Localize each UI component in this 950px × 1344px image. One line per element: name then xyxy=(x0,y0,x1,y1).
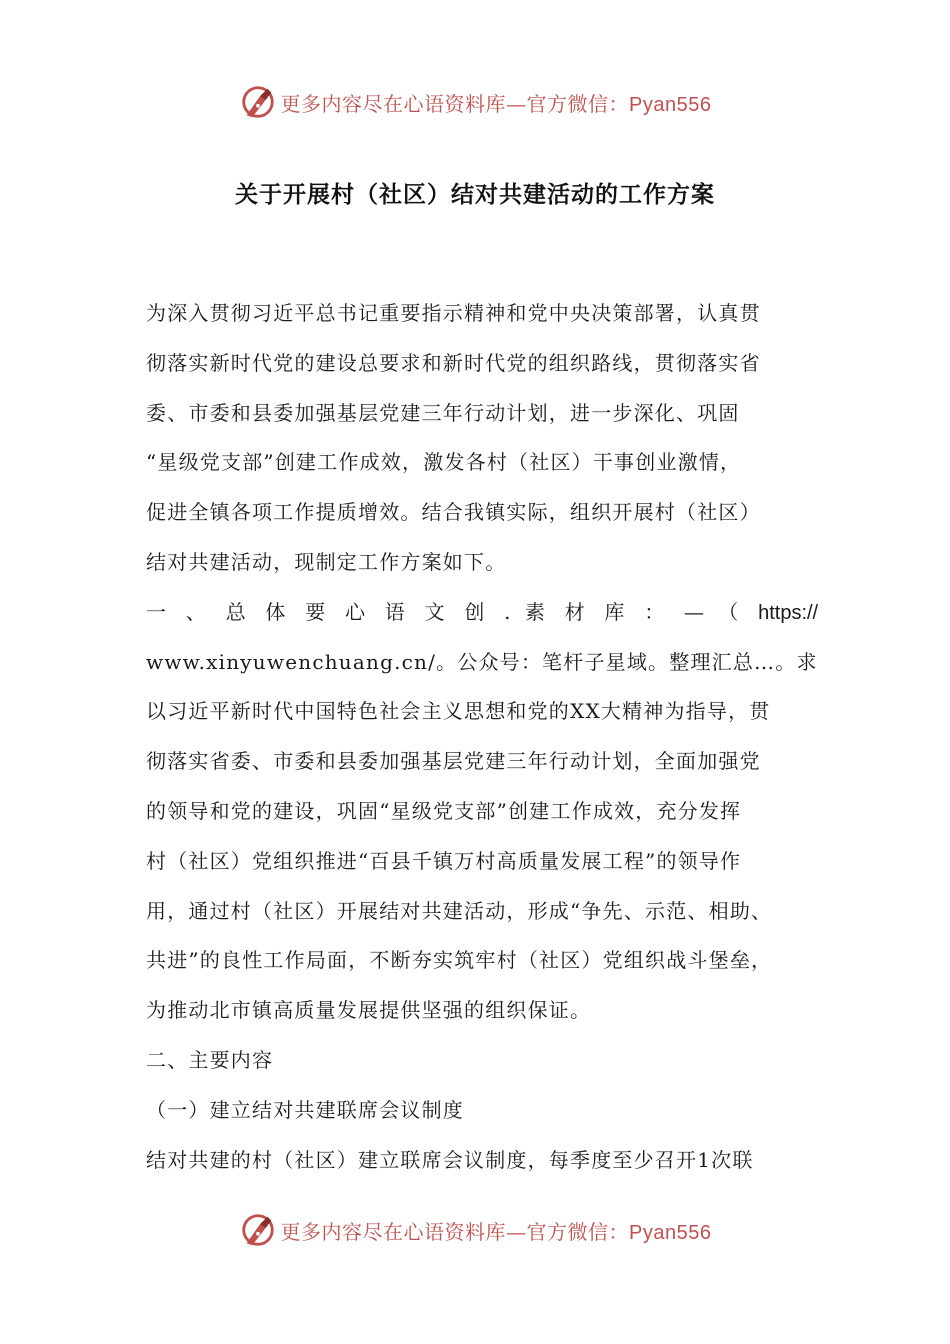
paragraph-line: 用，通过村（社区）开展结对共建活动，形成“争先、示范、相助、 xyxy=(146,898,773,923)
paragraph-line: www.xinyuwenchuang.cn/。公众号：笔杆子星域。整理汇总…。求 xyxy=(146,649,818,674)
paragraph-line: 为推动北市镇高质量发展提供坚强的组织保证。 xyxy=(146,998,592,1023)
paragraph-line: 促进全镇各项工作提质增效。结合我镇实际，组织开展村（社区） xyxy=(146,500,761,525)
header-watermark-banner xyxy=(0,80,950,124)
paragraph-line: 结对共建的村（社区）建立联席会议制度，每季度至少召开1次联 xyxy=(146,1147,754,1172)
paragraph-line: 结对共建活动，现制定工作方案如下。 xyxy=(146,549,507,574)
footer-watermark-banner xyxy=(0,1208,950,1252)
paragraph-line: 以习近平新时代中国特色社会主义思想和党的XX大精神为指导，贯 xyxy=(146,699,771,724)
paragraph-line: “星级党支部”创建工作成效，激发各村（社区）干事创业激情， xyxy=(146,450,742,475)
paragraph-line: 村（社区）党组织推进“百县千镇万村高质量发展工程”的领导作 xyxy=(146,848,742,873)
watermark-text: 更多内容尽在心语资料库—官方微信：Pyan556 xyxy=(280,1219,712,1244)
document-title: 关于开展村（社区）结对共建活动的工作方案 xyxy=(235,182,715,208)
section-heading: 二、主要内容 xyxy=(146,1047,274,1072)
pen-nib-icon xyxy=(239,83,277,121)
document-body xyxy=(146,289,818,1185)
paragraph-line: 共进”的良性工作局面，不断夯实筑牢村（社区）党组织战斗堡垒， xyxy=(146,948,773,973)
paragraph-line: 为深入贯彻习近平总书记重要指示精神和党中央决策部署，认真贯 xyxy=(146,301,761,325)
paragraph-line: 委、市委和县委加强基层党建三年行动计划，进一步深化、巩固 xyxy=(146,400,740,425)
pen-nib-icon xyxy=(239,1211,277,1249)
paragraph-line: 彻落实省委、市委和县委加强基层党建三年行动计划，全面加强党 xyxy=(146,749,761,774)
subsection-heading: （一）建立结对共建联席会议制度 xyxy=(146,1097,464,1122)
watermark-text: 更多内容尽在心语资料库—官方微信：Pyan556 xyxy=(280,91,712,116)
section-heading-line: 一 、 总 体 要 心 语 文 创 . 素 材 库 ： — （ https:// xyxy=(146,599,818,624)
paragraph-line: 彻落实新时代党的建设总要求和新时代党的组织路线，贯彻落实省 xyxy=(146,350,761,375)
paragraph-line: 的领导和党的建设，巩固“星级党支部”创建工作成效，充分发挥 xyxy=(146,798,742,823)
